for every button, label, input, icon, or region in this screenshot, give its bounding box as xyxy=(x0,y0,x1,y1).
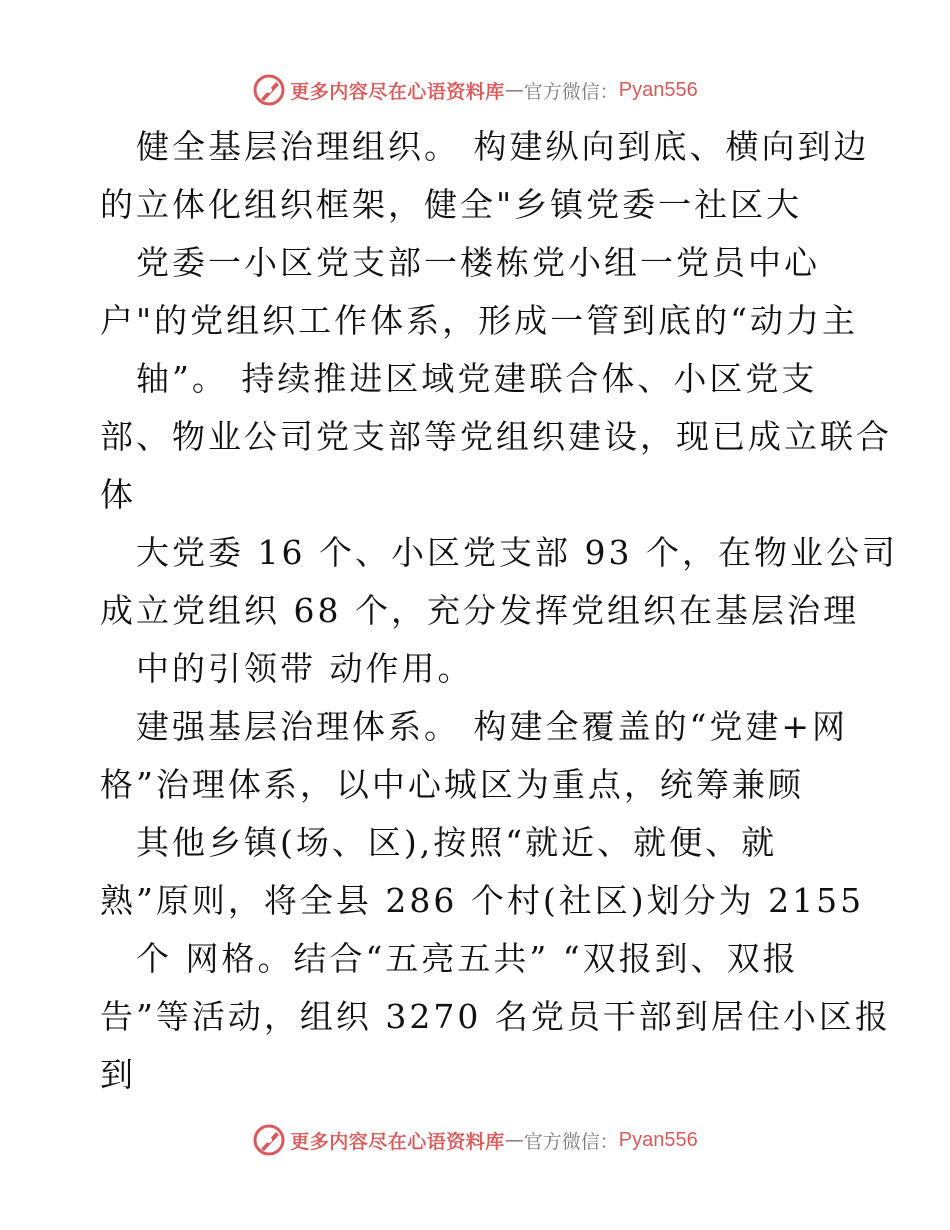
watermark-label: 官方微信： xyxy=(523,1130,619,1153)
text-line: 到 xyxy=(100,1055,136,1094)
text-line: 格”治理体系，以中心城区为重点，统筹兼顾 xyxy=(100,765,804,804)
text-line: 体 xyxy=(100,475,136,514)
text-line: 户"的党组织工作体系，形成一管到底的“动力主 xyxy=(100,301,859,340)
text-line: 成立党组织 68 个，充分发挥党组织在基层治理 xyxy=(100,591,859,630)
text-line: 告”等活动，组织 3270 名党员干部到居住小区报 xyxy=(100,997,891,1036)
text-line: 轴”。 持续推进区域党建联合体、小区党支 xyxy=(136,359,818,398)
footer-watermark xyxy=(0,1120,950,1160)
watermark-dash: — xyxy=(504,1129,524,1151)
watermark-brand: 更多内容尽在心语资料库 xyxy=(290,1130,505,1153)
quill-logo-icon xyxy=(252,73,286,107)
text-line: 的立体化组织框架，健全"乡镇党委一社区大 xyxy=(100,185,803,224)
watermark-wechat-id: Pyan556 xyxy=(618,78,698,101)
header-watermark xyxy=(0,70,950,110)
watermark-wechat-id: Pyan556 xyxy=(618,1128,698,1151)
watermark-label: 官方微信： xyxy=(523,80,619,103)
watermark-dash: — xyxy=(504,79,524,101)
quill-logo-icon xyxy=(252,1123,286,1157)
text-line: 健全基层治理组织。 构建纵向到底、横向到边 xyxy=(136,127,870,166)
text-line: 党委一小区党支部一楼栋党小组一党员中心 xyxy=(136,243,820,282)
watermark-brand: 更多内容尽在心语资料库 xyxy=(290,80,505,103)
text-line: 熟”原则，将全县 286 个村(社区)划分为 2155 xyxy=(100,881,865,920)
text-line: 中的引领带 动作用。 xyxy=(136,649,474,688)
text-line: 个 网格。结合“五亮五共” “双报到、双报 xyxy=(136,939,799,978)
text-line: 部、物业公司党支部等党组织建设，现已成立联合 xyxy=(100,417,892,456)
text-line: 其他乡镇(场、区),按照“就近、就便、就 xyxy=(136,823,778,862)
text-line: 建强基层治理体系。 构建全覆盖的“党建+网 xyxy=(136,707,849,746)
text-line: 大党委 16 个、小区党支部 93 个，在物业公司 xyxy=(136,533,898,572)
